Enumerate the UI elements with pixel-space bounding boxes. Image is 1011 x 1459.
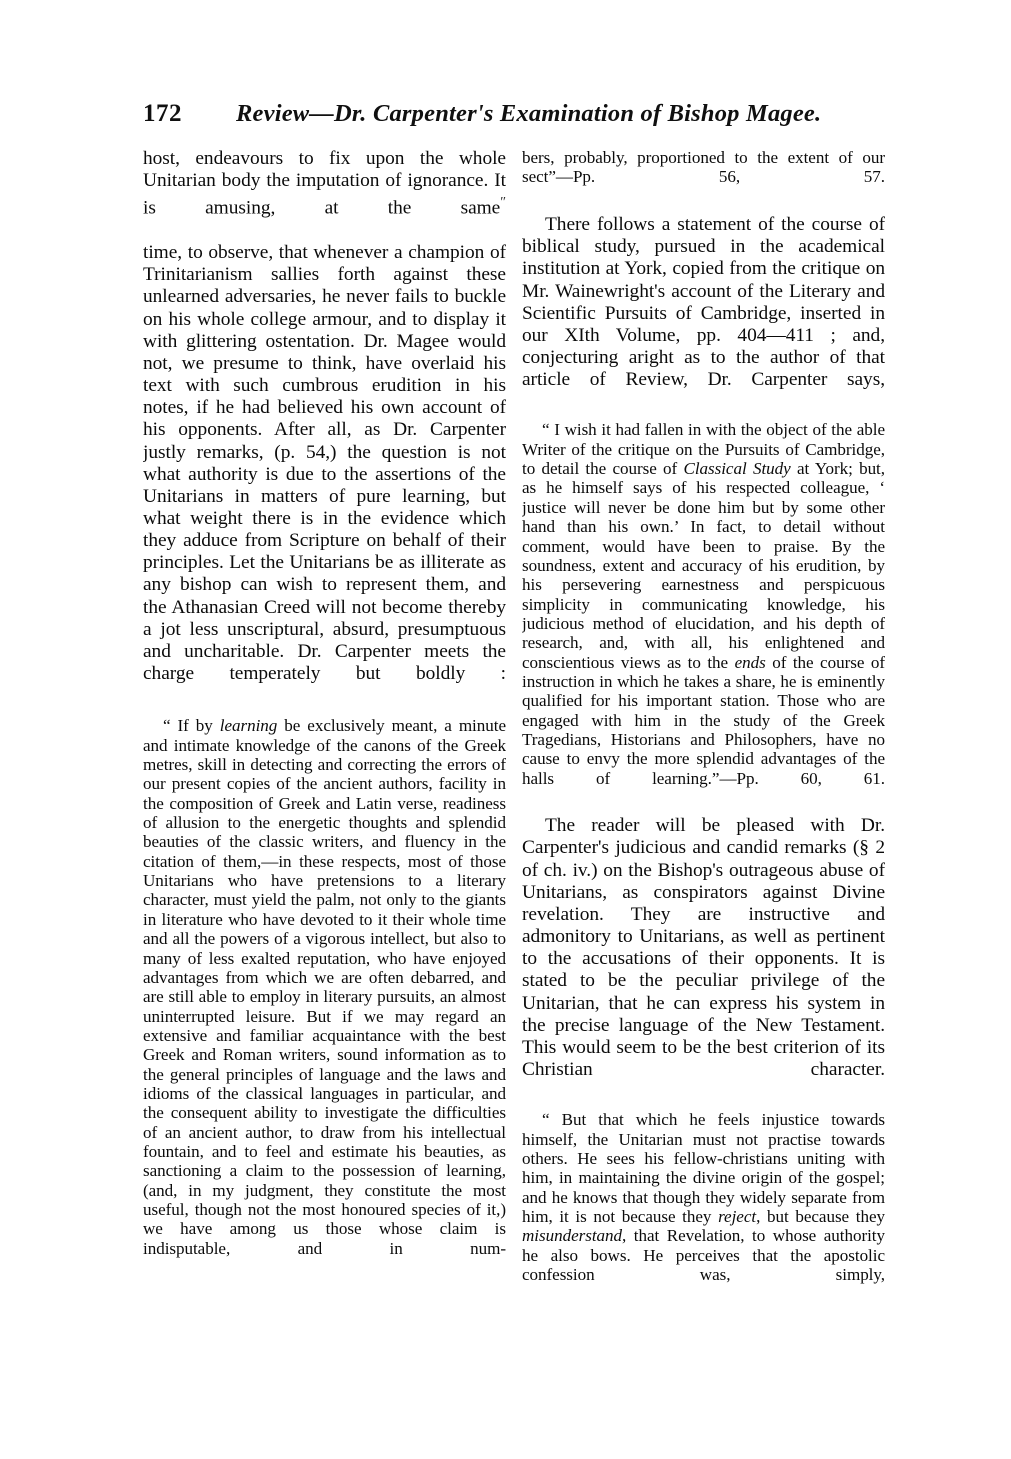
right-quotation-block-2	[522, 420, 885, 807]
left-paragraph-continued-b: time, to observe, that whenever a champion of Trinitarianism sallies forth against these unlearned adversaries, he never fails to buckle on his whole college armour, and to display it with glittering ostentation. Dr. Magee would not, we presume to think, have overlaid his text with such cumbrous erudition in his notes, if he had believed his own account of his opponents. After all, as Dr. Carpenter justly remarks, (p. 54,) the question is not what authority is due to the assertions of the Unitarians in matters of pure learning, but what weight there is in the evidence which they adduce from Scripture on behalf of their principles. Let the Unitarians be as illiterate as any bishop can wish to represent them, and the Athanasian Creed will not become thereby a jot less unscriptural, absurd, presumptuous and uncharitable. Dr. Carpenter meets the charge temperately but boldly :	[143, 242, 506, 685]
right-column	[522, 148, 885, 1388]
right-quotation-continued: bers, probably, proportioned to the extent of our sect”—Pp. 56, 57.	[522, 148, 885, 187]
quote2-part-3: of the course of instruction in which he takes a share, he is eminently qualified for his important station. Those who are engaged with him in the study of the Greek Tragedians, Historians and Philosophers, have no cause to envy the more splendid advantages of the halls of learning.”—Pp. 60, 61.	[522, 652, 885, 788]
running-head-title: Review—Dr. Carpenter's Examination of Bishop Magee.	[236, 100, 822, 127]
quote-open-text: “ If by	[163, 716, 220, 736]
quote3-part-1: “ But that which he feels injustice towards himself, the Unitarian must not practise towards others. He sees his fellow-christians uniting with him, in maintaining the divine origin of the gospel; and he knows that though they widely separate from him, it is not because they	[522, 1110, 885, 1227]
quote2-part-2: at York; but, as he himself says of his respected colleague, ‘ justice will never be done him but by some other hand than his own.’ In fact, to detail without comment, would have been to praise. By the soundness, extent and accuracy of his erudition, by his persevering earnestness and perspicuous simplicity in communicating knowledge, his judicious method of elucidation, and his depth of research, and, with all, his enlightened and conscientious views as to the	[522, 459, 885, 672]
two-column-body	[143, 148, 885, 1388]
right-paragraph-2: The reader will be pleased with Dr. Carpenter's judicious and candid remarks (§ 2 of ch. iv.) on the Bishop's outrageous abuse of Unitarians, as conspirators against Divine revelation. They are instructive and admonitory to Unitarians, as well as pertinent to the accusations of their opponents. It is stated to be the peculiar privilege of the Unitarian, that he can express his system in the precise language of the New Testament. This would seem to be the best criterion of its Christian character.	[522, 815, 885, 1081]
running-head	[143, 100, 885, 134]
quote2-italic-ends: ends	[734, 652, 766, 672]
left-quotation-block	[143, 716, 506, 1277]
quote2-italic-classical-study: Classical Study	[683, 459, 791, 479]
quote-body-text: be exclusively meant, a minute and intimate knowledge of the canons of the Greek metres, skill in detecting and correcting the errors of our present copies of the ancient authors, facility in the composition of Greek and Latin verse, readiness of allusion to the energetic thoughts and splendid beauties of the classic writers, and fluency in the citation of them,—in these respects, most of those Unitarians who have pretensions to a literary character, must yield the palm, not only to the giants in literature who have devoted to it their whole time and all the powers of a vigorous intellect, but also to many of less exalted reputation, who have enjoyed advantages from which we are often debarred, and are still able to employ in literary pursuits, an almost uninterrupted leisure. But if we may regard an extensive and familiar acquaintance with the best Greek and Roman writers, sound information as to the general principles of language and the laws and idioms of the classical languages in particular, and the consequent ability to investigate the difficulties of an ancient author, to draw from his intellectual fountain, and to feel and estimate his beauties, as sanctioning a claim to the possession of learning, (and, in my judgment, they constitute the most useful, though not the most honoured species of it,) we have among us those whose claim is indisputable, and in num-	[143, 716, 506, 1258]
quote2-part-1: “ I wish it had fallen in with the object of the able Writer of the critique on the Pursuits of Cambridge, to detail the course of	[522, 420, 885, 479]
quote-italic-learning: learning	[219, 716, 278, 736]
quote3-part-3: , that Revelation, to whose authority he also bows. He perceives that the apostolic confession was, simply,	[522, 1226, 885, 1285]
right-paragraph-1: There follows a statement of the course of biblical study, pursued in the academical institution at York, copied from the critique on Mr. Wainewright's account of the Literary and Scientific Pursuits of Cambridge, inserted in our XIth Volume, pp. 404—411 ; and, conjecturing aright as to the author of that article of Review, Dr. Carpenter says,	[522, 214, 885, 391]
page-folio-number: 172	[143, 100, 182, 127]
left-column	[143, 148, 506, 1388]
left-paragraph-continued-text: host, endeavours to fix upon the whole Unitarian body the imputation of ignorance. It is amusing, at the same	[143, 148, 506, 219]
right-quotation-block-3	[522, 1110, 885, 1303]
scan-artifact-mark: ″	[500, 195, 506, 211]
quote3-italic-reject: reject	[718, 1207, 757, 1227]
quote3-part-2: , but because they	[756, 1207, 885, 1227]
quote3-italic-misunderstand: misunderstand	[522, 1226, 623, 1246]
left-paragraph-continued	[143, 148, 506, 242]
